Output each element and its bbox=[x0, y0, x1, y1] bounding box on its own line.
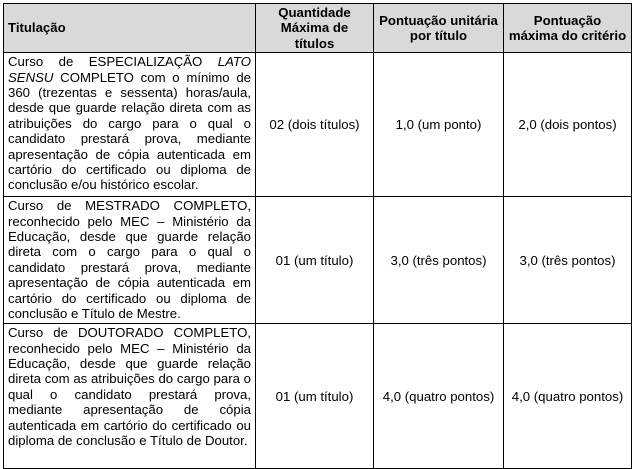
cell-pontuacao-unitaria: 4,0 (quatro pontos) bbox=[374, 324, 504, 469]
cell-pontuacao-maxima: 3,0 (três pontos) bbox=[504, 197, 632, 324]
cell-pontuacao-maxima: 2,0 (dois pontos) bbox=[504, 53, 632, 197]
desc-text-post: COMPLETO com o mínimo de 360 (trezentas e sessenta) horas/aula, desde que guarde relação direta com as atribuições do cargo para o qual o candidato prestará prova, mediante apresentação de cópia autenticada em cartório do certificado ou diploma de conclusão e/ou histórico escolar. bbox=[8, 69, 251, 193]
cell-descricao: Curso de MESTRADO COMPLETO, reconhecido pelo MEC – Ministério da Educação, desde que guarde relação direta com o cargo para o qual o candidato prestará prova, mediante apresentação de cópia autenticada em cartório do certificado ou diploma de conclusão e Título de Mestre. bbox=[4, 197, 256, 324]
cell-pontuacao-unitaria: 3,0 (três pontos) bbox=[374, 197, 504, 324]
header-pontuacao-maxima: Pontuação máxima do critério bbox=[504, 4, 632, 53]
titulos-table bbox=[3, 3, 632, 469]
header-quantidade: Quantidade Máxima de títulos bbox=[256, 4, 374, 53]
header-titulacao: Titulação bbox=[4, 4, 256, 53]
header-row bbox=[4, 4, 632, 53]
desc-text-pre: Curso de ESPECIALIZAÇÃO bbox=[8, 54, 218, 70]
header-pontuacao-unitaria: Pontuação unitária por título bbox=[374, 4, 504, 53]
table-row-especializacao bbox=[4, 53, 632, 197]
table-row-mestrado bbox=[4, 197, 632, 324]
cell-quantidade: 02 (dois títulos) bbox=[256, 53, 374, 197]
cell-descricao bbox=[4, 53, 256, 197]
cell-quantidade: 01 (um título) bbox=[256, 324, 374, 469]
table-row-doutorado bbox=[4, 324, 632, 469]
cell-quantidade: 01 (um título) bbox=[256, 197, 374, 324]
cell-descricao: Curso de DOUTORADO COMPLETO, reconhecido pelo MEC – Ministério da Educação, desde que guarde relação direta com as atribuições do cargo para o qual o candidato prestará prova, mediante apresentação de cópia autenticada em cartório do certificado ou diploma de conclusão e Título de Doutor. bbox=[4, 324, 256, 469]
cell-pontuacao-maxima: 4,0 (quatro pontos) bbox=[504, 324, 632, 469]
desc-text-italic: LATO SENSU bbox=[8, 54, 251, 85]
cell-pontuacao-unitaria: 1,0 (um ponto) bbox=[374, 53, 504, 197]
